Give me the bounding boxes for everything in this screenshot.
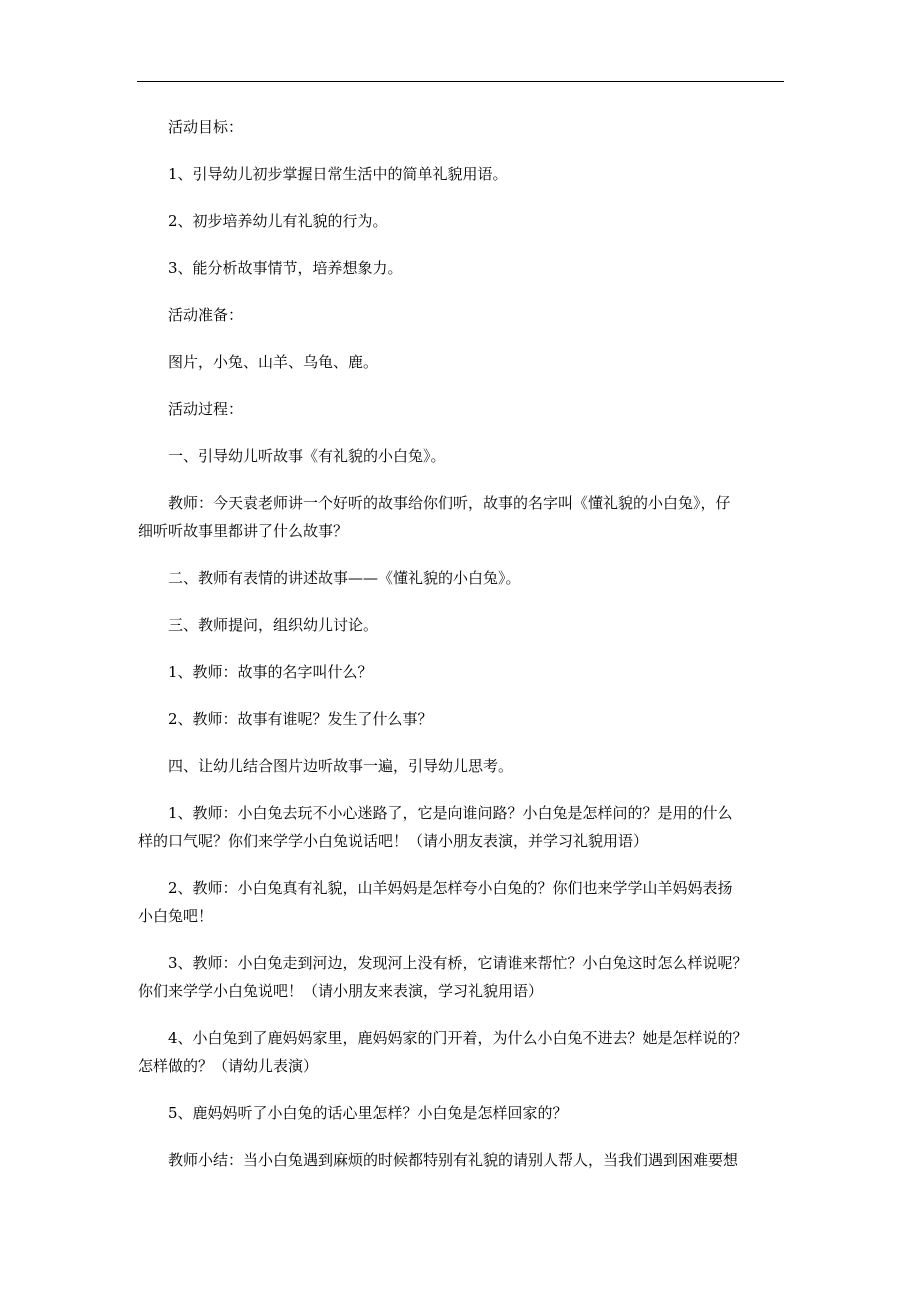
teacher-intro-line-1: 教师：今天袁老师讲一个好听的故事给你们听，故事的名字叫《懂礼貌的小白兔》，仔 [168, 494, 731, 512]
discussion-3-line-1: 3、教师：小白兔走到河边，发现河上没有桥，它请谁来帮忙？小白兔这时怎么样说呢？ [168, 954, 748, 972]
header-rule [137, 81, 784, 82]
question-1: 1、教师：故事的名字叫什么？ [168, 663, 373, 681]
goal-item-3: 3、能分析故事情节，培养想象力。 [168, 259, 403, 277]
discussion-1-line-1: 1、教师：小白兔去玩不小心迷路了，它是向谁问路？小白兔是怎样问的？是用的什么 [168, 804, 733, 822]
discussion-2-line-2: 小白兔吧！ [138, 907, 214, 925]
discussion-3-line-2: 你们来学学小白兔说吧！（请小朋友来表演，学习礼貌用语） [138, 982, 544, 1000]
section-heading-process: 活动过程： [168, 400, 244, 418]
discussion-2-line-1: 2、教师：小白兔真有礼貌，山羊妈妈是怎样夸小白兔的？你们也来学学山羊妈妈表扬 [168, 879, 733, 897]
section-heading-goals: 活动目标： [168, 118, 244, 136]
discussion-4-line-2: 怎样做的？（请幼儿表演） [138, 1057, 319, 1075]
preparation-text: 图片，小兔、山羊、乌龟、鹿。 [168, 353, 379, 371]
discussion-4-line-1: 4、小白兔到了鹿妈妈家里，鹿妈妈家的门开着，为什么小白兔不进去？她是怎样说的？ [168, 1029, 748, 1047]
process-step-1: 一、引导幼儿听故事《有礼貌的小白兔》。 [168, 447, 446, 465]
process-step-2: 二、教师有表情的讲述故事——《懂礼貌的小白兔》。 [168, 569, 521, 587]
question-2: 2、教师：故事有谁呢？发生了什么事？ [168, 710, 433, 728]
discussion-1-line-2: 样的口气呢？你们来学学小白兔说话吧！（请小朋友表演，并学习礼貌用语） [138, 832, 649, 850]
goal-item-2: 2、初步培养幼儿有礼貌的行为。 [168, 212, 388, 230]
teacher-summary: 教师小结：当小白兔遇到麻烦的时候都特别有礼貌的请别人帮人，当我们遇到困难要想 [168, 1151, 739, 1169]
goal-item-1: 1、引导幼儿初步掌握日常生活中的简单礼貌用语。 [168, 165, 508, 183]
process-step-4: 四、让幼儿结合图片边听故事一遍，引导幼儿思考。 [168, 757, 514, 775]
process-step-3: 三、教师提问，组织幼儿讨论。 [168, 616, 379, 634]
section-heading-preparation: 活动准备： [168, 306, 244, 324]
discussion-5: 5、鹿妈妈听了小白兔的话心里怎样？小白兔是怎样回家的？ [168, 1104, 568, 1122]
teacher-intro-line-2: 细听听故事里都讲了什么故事？ [138, 522, 349, 540]
